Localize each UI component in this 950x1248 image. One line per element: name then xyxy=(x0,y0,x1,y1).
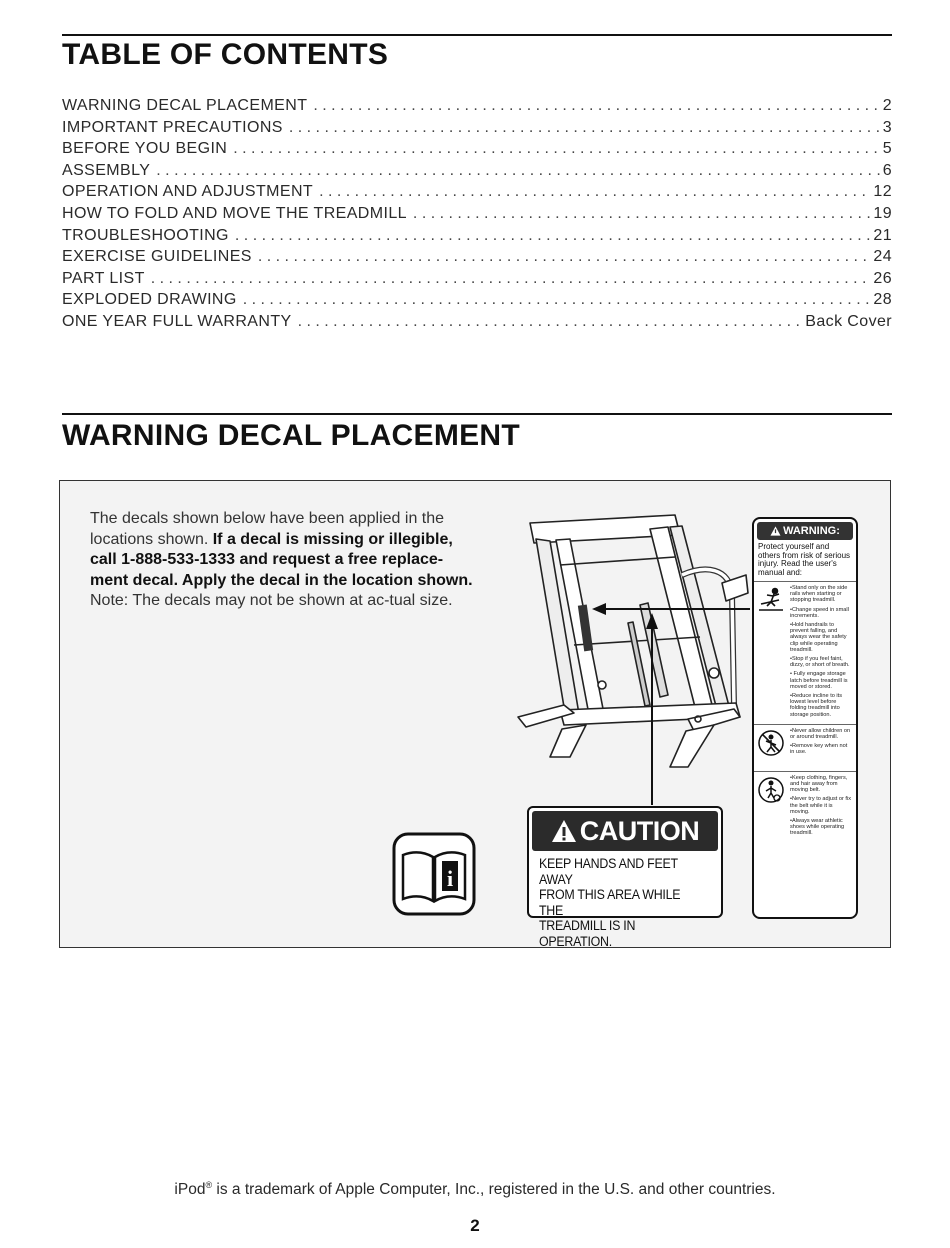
toc-entry[interactable]: TROUBLESHOOTING . . . 21 xyxy=(62,227,892,249)
warning-header: WARNING: xyxy=(757,522,853,540)
toc-entry[interactable]: HOW TO FOLD AND MOVE THE TREADMILL . . . 19 xyxy=(62,205,892,227)
toc-entry[interactable]: OPERATION AND ADJUSTMENT . . . 12 xyxy=(62,183,892,205)
warning-section-treadmill: •Stand only on the side rails when starting or stopping treadmill. •Change speed in small increments. •Hold handrails to prevent falling, and always wear the safety clip while operating treadmill. •Stop if you feel faint, dizzy, or short of breath. • Fully engage storage latch before treadmill is moved or stored. •Reduce incline to its lowest level before folding treadmill into storage position. xyxy=(754,581,856,724)
warning-section-clothing: •Keep clothing, fingers, and hair away from moving belt. •Never try to adjust or fix the belt while it is moving. •Always wear athletic shoes while operating treadmill. xyxy=(754,771,856,843)
toc-entry[interactable]: BEFORE YOU BEGIN . . . 5 xyxy=(62,140,892,162)
toc-entry[interactable]: EXPLODED DRAWING . . . 28 xyxy=(62,291,892,313)
decal-panel xyxy=(59,480,891,948)
treadmill-illustration xyxy=(500,505,760,805)
svg-text:i: i xyxy=(446,866,454,891)
toc-entry[interactable]: WARNING DECAL PLACEMENT . . . 2 xyxy=(62,97,892,119)
toc-top-rule xyxy=(62,34,892,36)
warning-section-children: •Never allow children on or around treadmill. •Remove key when not in use. xyxy=(754,724,856,771)
decal-intro: The decals shown below have been applied in the locations shown. If a decal is missing or illegible, call 1-888-533-1333 and request a free replace-ment decal. Apply the decal in the location shown. Note: The decals may not be shown at ac-tual size. xyxy=(90,510,473,609)
toc-entry[interactable]: ONE YEAR FULL WARRANTY . . . Back Cover xyxy=(62,313,892,335)
warning-decal xyxy=(752,517,858,919)
toc-entry[interactable]: PART LIST . . . 26 xyxy=(62,270,892,292)
page-number: 2 xyxy=(470,1216,480,1235)
toc-entry[interactable]: ASSEMBLY . . . 6 xyxy=(62,162,892,184)
warning-triangle-icon xyxy=(551,819,577,843)
caution-message: KEEP HANDS AND FEET AWAY FROM THIS AREA WHILE THE TREADMILL IS IN OPERATION. xyxy=(539,856,681,949)
caution-header: CAUTION xyxy=(532,811,718,851)
toc-list xyxy=(62,97,892,335)
caution-decal xyxy=(527,806,723,949)
trademark-footnote: iPod® is a trademark of Apple Computer, Inc., registered in the U.S. and other countries. xyxy=(174,1180,776,1199)
decal-top-rule xyxy=(62,413,892,415)
hand-in-belt-icon xyxy=(757,776,785,804)
warning-intro: Protect yourself and others from risk of serious injury. Read the user's manual and: xyxy=(758,542,851,577)
warning-triangle-icon xyxy=(770,526,781,536)
person-stepping-icon xyxy=(757,586,785,614)
read-manual-icon xyxy=(391,831,477,917)
decal-section-title: WARNING DECAL PLACEMENT xyxy=(62,419,521,452)
toc-entry[interactable]: EXERCISE GUIDELINES . . . 24 xyxy=(62,248,892,270)
no-children-icon xyxy=(757,729,785,757)
toc-entry[interactable]: IMPORTANT PRECAUTIONS . . . 3 xyxy=(62,119,892,141)
toc-title: TABLE OF CONTENTS xyxy=(62,38,389,71)
